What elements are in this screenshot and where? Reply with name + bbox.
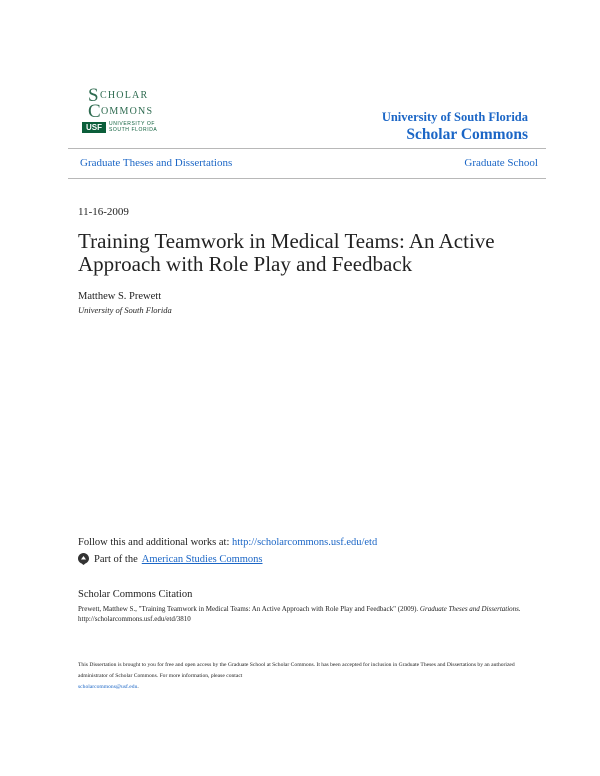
repository-name[interactable]: Scholar Commons (406, 126, 528, 143)
etd-link[interactable]: http://scholarcommons.usf.edu/etd (232, 537, 378, 548)
document-title: Training Teamwork in Medical Teams: An Active Approach with Role Play and Feedback (78, 229, 495, 276)
logo-s: S (88, 85, 99, 106)
disclaimer-text: This Dissertation is brought to you for free and open access by the Graduate School at Scholar Commons. It has been accepted for inclusion in Graduate Theses and Dissertations by an authorized administrator of Scholar Commons. For more information, please contact (78, 662, 515, 679)
part-of-line (78, 553, 263, 565)
school-link[interactable]: Graduate School (464, 157, 538, 169)
american-studies-link[interactable]: American Studies Commons (141, 553, 263, 565)
citation-url[interactable]: http://scholarcommons.usf.edu/etd/3810 (78, 615, 191, 623)
nav-divider (68, 178, 546, 179)
disclaimer (78, 660, 528, 693)
disclaimer-end: . (137, 684, 139, 690)
bepress-icon (78, 553, 89, 565)
publication-date: 11-16-2009 (78, 206, 129, 218)
scholar-commons-logo (82, 86, 162, 136)
citation-main: Prewett, Matthew S., "Training Teamwork in Medical Teams: An Active Approach with Role Play and Feedback" (2009). (78, 605, 420, 613)
part-prefix: Part of the (94, 553, 138, 565)
top-divider (68, 148, 546, 149)
citation-text (78, 604, 528, 624)
usf-line-2: SOUTH FLORIDA (109, 127, 158, 133)
logo-cholar: CHOLAR (100, 90, 149, 101)
contact-email-link[interactable]: scholarcommons@usf.edu (78, 684, 138, 690)
usf-line-1: UNIVERSITY OF (109, 121, 156, 127)
usf-badge: USF (82, 122, 106, 133)
follow-line (78, 537, 377, 548)
follow-prefix: Follow this and additional works at: (78, 537, 232, 548)
citation-series: Graduate Theses and Dissertations. (419, 605, 521, 613)
university-name[interactable]: University of South Florida (381, 110, 528, 124)
repository-header[interactable] (382, 110, 528, 144)
usf-wordmark (109, 121, 157, 133)
logo-c: C (88, 101, 101, 122)
author-name: Matthew S. Prewett (78, 291, 162, 302)
logo-ommons: OMMONS (101, 106, 154, 117)
collection-link[interactable]: Graduate Theses and Dissertations (80, 157, 233, 169)
citation-heading: Scholar Commons Citation (78, 589, 193, 600)
author-affiliation: University of South Florida (78, 305, 172, 315)
